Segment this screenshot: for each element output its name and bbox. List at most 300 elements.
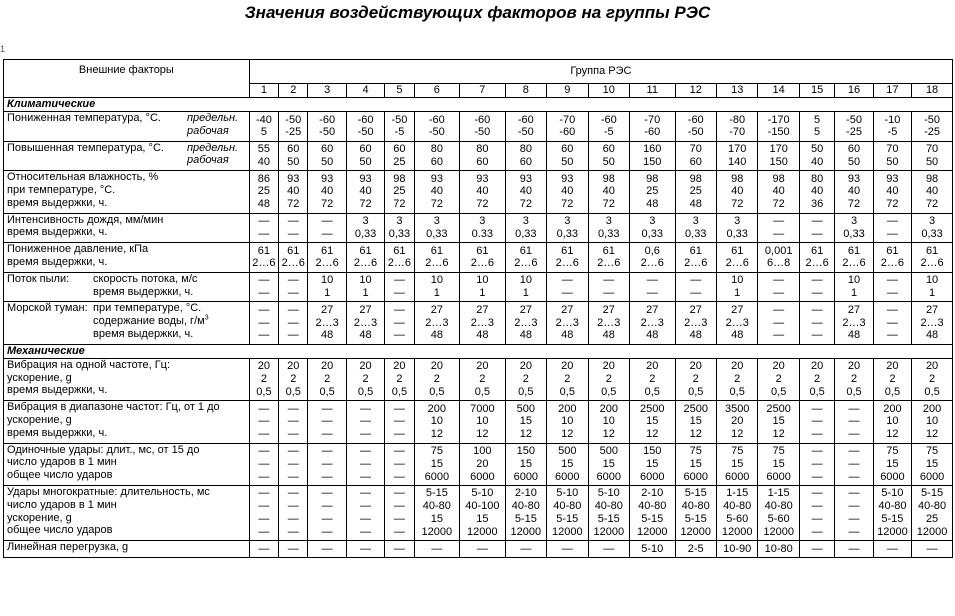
value-cell — [835, 302, 873, 344]
cell-value: — — [848, 487, 860, 500]
group-number-cell: 5 — [385, 84, 414, 98]
cell-value: 72 — [731, 198, 744, 211]
value-cell — [460, 358, 506, 400]
value-cell — [675, 171, 716, 213]
cell-value: 10 — [925, 415, 939, 428]
cell-value: — — [321, 457, 333, 470]
value-cell — [675, 401, 716, 443]
cell-value: 0,5 — [601, 385, 617, 398]
cell-value: 27 — [519, 303, 532, 316]
value-cell — [460, 485, 506, 540]
cell-value: 40-100 — [465, 500, 500, 513]
factor-label-cell — [4, 141, 250, 171]
factor-label-line — [7, 142, 248, 155]
factor-label-line — [7, 243, 248, 256]
value-cell — [308, 272, 346, 302]
cell-value: 1 — [929, 287, 936, 300]
value-cell — [460, 302, 506, 344]
cell-value: — — [321, 402, 333, 415]
cell-value: — — [321, 513, 333, 526]
value-cell — [346, 141, 384, 171]
cell-value: 27 — [476, 303, 489, 316]
cell-value: 72 — [772, 198, 785, 211]
cell-value: — — [258, 457, 270, 470]
cell-value: 10 — [321, 274, 334, 287]
table-row — [4, 541, 953, 558]
group-number-cell: 2 — [279, 84, 308, 98]
group-number-cell: 6 — [414, 84, 460, 98]
value-cell — [414, 112, 460, 142]
cell-value: 27 — [731, 303, 744, 316]
value-cell — [799, 541, 834, 558]
value-cell — [249, 171, 278, 213]
value-cell — [716, 541, 757, 558]
value-cell — [835, 401, 873, 443]
cell-value: 27 — [561, 303, 574, 316]
value-cell — [414, 541, 460, 558]
cell-value: 93 — [476, 172, 489, 185]
cell-value: 0,5 — [771, 385, 787, 398]
cell-value: 10-80 — [764, 542, 793, 555]
value-cell — [346, 443, 384, 485]
factor-label-text: Удары многократные: длительность, мс — [7, 485, 210, 498]
cell-value: 72 — [925, 198, 939, 211]
value-cell — [799, 141, 834, 171]
cell-value: 40 — [321, 185, 334, 198]
factor-label-line — [7, 197, 248, 210]
cell-value: 0,001 — [764, 244, 793, 257]
factor-label-text: Интенсивность дождя, мм/мин — [7, 213, 164, 226]
value-cell — [588, 443, 629, 485]
value-cell — [716, 243, 757, 273]
factor-label-text: Вибрация в диапазоне частот: Гц, от 1 до — [7, 401, 220, 414]
cell-value: — — [561, 542, 573, 555]
cell-value: 170 — [769, 143, 788, 156]
cell-value: 27 — [847, 303, 861, 316]
cell-value: 3 — [396, 215, 403, 228]
cell-value: — — [360, 470, 372, 483]
cell-value: 40 — [810, 155, 824, 168]
value-cell — [346, 485, 384, 540]
value-cell — [873, 302, 911, 344]
cell-value: 0,5 — [319, 385, 335, 398]
value-cell — [758, 171, 799, 213]
value-cell — [912, 541, 953, 558]
cell-value: 5 — [814, 113, 821, 126]
cell-value: 20 — [393, 360, 406, 373]
value-cell — [716, 443, 757, 485]
cell-value: — — [360, 500, 372, 513]
cell-value: 98 — [602, 172, 615, 185]
cell-value: 50 — [925, 155, 939, 168]
cell-value: — — [287, 525, 299, 538]
cell-value: — — [360, 428, 372, 441]
cell-value: 2…6 — [514, 257, 538, 270]
cell-value: 40 — [359, 185, 372, 198]
value-cell — [716, 401, 757, 443]
factor-label-line — [7, 286, 248, 299]
cell-value: — — [886, 287, 898, 300]
value-cell — [460, 112, 506, 142]
factor-label-cell — [4, 272, 250, 302]
cell-value: -60 — [644, 126, 661, 139]
value-cell — [547, 302, 588, 344]
cell-value: 6000 — [919, 470, 945, 483]
cell-value: — — [321, 445, 333, 458]
cell-value: — — [287, 487, 299, 500]
cell-value: 61 — [602, 244, 615, 257]
cell-value: 2 — [324, 373, 331, 386]
cell-value: — — [393, 445, 405, 458]
value-cell — [716, 112, 757, 142]
cell-value: 0,33 — [598, 227, 620, 240]
cell-value: — — [258, 445, 270, 458]
group-number-cell: 7 — [460, 84, 506, 98]
cell-value: — — [287, 542, 299, 555]
cell-value: 2 — [290, 373, 297, 386]
cell-value: -80 — [729, 113, 746, 126]
cell-value: 3 — [850, 215, 858, 228]
value-cell — [588, 541, 629, 558]
value-cell — [249, 401, 278, 443]
cell-value: — — [360, 402, 372, 415]
cell-value: — — [773, 329, 785, 342]
cell-value: -60 — [319, 113, 336, 126]
cell-value: — — [811, 329, 823, 342]
value-cell — [385, 541, 414, 558]
cell-value: 6000 — [513, 470, 539, 483]
cell-value: — — [287, 457, 299, 470]
cell-value: — — [848, 415, 860, 428]
value-cell — [308, 213, 346, 243]
cell-value: 15 — [646, 415, 659, 428]
value-cell — [385, 485, 414, 540]
factor-parameter-text: время выдержки, ч. — [93, 285, 194, 298]
value-cell — [249, 272, 278, 302]
cell-value: — — [811, 542, 823, 555]
cell-value: 150 — [643, 155, 662, 168]
cell-value: — — [258, 487, 270, 500]
cell-value: — — [393, 470, 405, 483]
cell-value: 72 — [287, 198, 300, 211]
cell-value: 2…6 — [640, 257, 664, 270]
value-cell — [308, 401, 346, 443]
cell-value: 2-5 — [687, 542, 704, 555]
cell-value: -50 — [687, 126, 704, 139]
group-number-cell: 11 — [630, 84, 676, 98]
cell-value: 50 — [287, 155, 300, 168]
value-cell — [460, 141, 506, 171]
cell-value: 2 — [479, 373, 486, 386]
cell-value: — — [811, 457, 823, 470]
cell-value: 61 — [886, 244, 899, 257]
cell-value: 15 — [430, 513, 443, 526]
value-cell — [835, 358, 873, 400]
cell-value: 1 — [522, 287, 529, 300]
cell-value: 72 — [561, 198, 574, 211]
cell-value: — — [520, 542, 532, 555]
cell-value: 61 — [257, 244, 271, 257]
cell-value: 27 — [646, 303, 659, 316]
value-cell — [414, 485, 460, 540]
value-cell — [414, 358, 460, 400]
cell-value: 5-60 — [767, 513, 790, 526]
cell-value: 3 — [649, 215, 656, 228]
cell-value: 25 — [689, 185, 702, 198]
cell-value: — — [476, 542, 488, 555]
value-cell — [308, 171, 346, 213]
factor-parameter-text: время выдержки, ч. — [93, 327, 194, 340]
cell-value: 3 — [433, 215, 440, 228]
cell-value: 40 — [561, 185, 574, 198]
factor-label-line — [7, 469, 248, 482]
factor-label-line — [7, 112, 248, 125]
cell-value: 93 — [847, 172, 861, 185]
factor-parameter-wrap — [93, 315, 209, 328]
value-cell — [505, 358, 546, 400]
cell-value: -50 — [517, 126, 534, 139]
cell-value: -25 — [924, 126, 941, 139]
factor-label-line — [7, 315, 248, 328]
cell-value: — — [393, 274, 405, 287]
value-cell — [547, 272, 588, 302]
cell-value: 2…3 — [597, 316, 621, 329]
table-row — [4, 213, 953, 243]
cell-value: 61 — [287, 244, 300, 257]
value-cell — [630, 141, 676, 171]
cell-value: 40-80 — [594, 500, 623, 513]
cell-value: 10 — [519, 274, 532, 287]
cell-value: — — [258, 513, 270, 526]
cell-value: 6000 — [596, 470, 621, 483]
group-number-cell: 3 — [308, 84, 346, 98]
cell-value: 25 — [393, 185, 406, 198]
value-cell — [547, 141, 588, 171]
cell-value: 48 — [689, 329, 702, 342]
cell-value: 40 — [287, 185, 300, 198]
cell-value: — — [258, 415, 270, 428]
cell-value: — — [393, 316, 405, 329]
value-cell — [279, 443, 308, 485]
cell-value: 6000 — [640, 470, 665, 483]
cell-value: 10 — [561, 415, 574, 428]
value-cell — [505, 541, 546, 558]
cell-value: 2…3 — [353, 316, 378, 329]
cell-value: 3 — [692, 215, 699, 228]
cell-value: 150 — [769, 155, 788, 168]
factor-label-line — [7, 444, 248, 457]
cell-value: 40 — [886, 185, 899, 198]
cell-value: — — [811, 513, 823, 526]
factor-parameter-text: содержание воды, г/м — [93, 315, 205, 328]
cell-value: 12 — [886, 428, 899, 441]
value-cell — [630, 401, 676, 443]
group-number-cell: 8 — [505, 84, 546, 98]
cell-value: 12000 — [721, 525, 753, 538]
cell-value: 5-15 — [425, 487, 448, 500]
cell-value: -60 — [428, 113, 445, 126]
group-number-cell: 1 — [249, 84, 278, 98]
cell-value: 5-15 — [641, 513, 664, 526]
cell-value: 15 — [772, 415, 785, 428]
cell-value: 0,33 — [354, 227, 377, 240]
cell-value: 2 — [929, 373, 936, 386]
cell-value: 2…6 — [353, 257, 378, 270]
cell-value: 40-80 — [878, 500, 907, 513]
cell-value: 50 — [886, 155, 899, 168]
cell-value: 70 — [689, 143, 702, 156]
table-row — [4, 401, 953, 443]
cell-value: -25 — [285, 126, 302, 139]
cell-value: — — [848, 525, 860, 538]
cell-value: 2…3 — [640, 316, 664, 329]
factor-mode-label: рабочая — [187, 124, 229, 137]
cell-value: — — [811, 470, 823, 483]
cell-value: 40 — [430, 185, 443, 198]
table-row — [4, 272, 953, 302]
factor-label-cell — [4, 213, 250, 243]
cell-value: 1 — [479, 287, 486, 300]
cell-value: 5-15 — [881, 513, 904, 526]
cell-value: 1 — [433, 287, 440, 300]
cell-value: 2…6 — [842, 257, 866, 270]
cell-value: -10 — [884, 113, 901, 126]
cell-value: 40-80 — [918, 500, 947, 513]
cell-value: 20 — [430, 360, 443, 373]
value-cell — [308, 541, 346, 558]
factor-label-text: при температуре, °С. — [7, 183, 116, 196]
value-cell — [912, 358, 953, 400]
value-cell — [675, 443, 716, 485]
value-cell — [799, 112, 834, 142]
cell-value: 2…3 — [315, 316, 339, 329]
value-cell — [346, 171, 384, 213]
cell-value: 200 — [922, 402, 942, 415]
cell-value: -50 — [846, 113, 862, 126]
cell-value: 2…6 — [597, 257, 621, 270]
value-cell — [505, 213, 546, 243]
value-cell — [675, 213, 716, 243]
value-cell — [630, 213, 676, 243]
table-row — [4, 358, 953, 400]
cell-value: 2 — [522, 373, 529, 386]
cell-value: 72 — [393, 198, 406, 211]
factor-label-cell — [4, 541, 250, 558]
value-cell — [547, 213, 588, 243]
value-cell — [547, 541, 588, 558]
cell-value: — — [393, 303, 405, 316]
factor-label-line — [7, 273, 248, 286]
cell-value: 15 — [602, 457, 615, 470]
cell-value: — — [848, 470, 860, 483]
cell-value: -50 — [924, 113, 941, 126]
value-cell — [279, 141, 308, 171]
cell-value: 50 — [847, 155, 861, 168]
cell-value: — — [393, 457, 405, 470]
cell-value: 2…6 — [805, 257, 829, 270]
value-cell — [630, 272, 676, 302]
value-cell — [835, 141, 873, 171]
value-cell — [675, 112, 716, 142]
value-cell — [279, 358, 308, 400]
cell-value: 10 — [847, 274, 861, 287]
value-cell — [799, 302, 834, 344]
value-cell — [588, 213, 629, 243]
cell-value: -5 — [394, 126, 405, 139]
page-title: Значения воздействующих факторов на группы РЭС — [244, 3, 711, 22]
factor-label-line — [7, 456, 248, 469]
cell-value: 98 — [646, 172, 659, 185]
factor-label-text: Повышенная температура, °С. — [7, 141, 164, 154]
cell-value: 6000 — [766, 470, 791, 483]
cell-value: 93 — [886, 172, 899, 185]
cell-value: — — [690, 274, 702, 287]
cell-value: — — [811, 303, 823, 316]
factor-label-text: Пониженное давление, кПа — [7, 243, 149, 256]
value-cell — [505, 243, 546, 273]
cell-value: — — [886, 227, 898, 240]
value-cell — [279, 272, 308, 302]
value-cell — [385, 213, 414, 243]
value-cell — [799, 443, 834, 485]
cell-value: — — [321, 500, 333, 513]
cell-value: 20 — [731, 360, 744, 373]
cell-value: 3 — [605, 215, 612, 228]
value-cell — [588, 272, 629, 302]
cell-value: 61 — [925, 244, 939, 257]
factor-label-line — [7, 171, 248, 184]
cell-value: -50 — [357, 126, 374, 139]
cell-value: 0,5 — [474, 385, 490, 398]
cell-value: 20 — [689, 360, 702, 373]
factor-label-text: Морской туман: — [7, 302, 88, 315]
table-row — [4, 243, 953, 273]
cell-value: — — [287, 303, 299, 316]
cell-value: — — [287, 415, 299, 428]
value-cell — [799, 485, 834, 540]
cell-value: 0,5 — [884, 385, 901, 398]
cell-value: 20 — [321, 360, 334, 373]
page-corner-mark: 1 — [0, 44, 6, 54]
cell-value: 60 — [287, 143, 300, 156]
value-cell — [588, 141, 629, 171]
cell-value: 2…6 — [725, 257, 749, 270]
cell-value: 70 — [925, 143, 939, 156]
cell-value: 0,5 — [729, 385, 745, 398]
cell-value: — — [258, 329, 270, 342]
cell-value: — — [393, 513, 405, 526]
cell-value: 25 — [393, 155, 406, 168]
cell-value: — — [287, 428, 299, 441]
value-cell — [630, 358, 676, 400]
cell-value: 60 — [519, 155, 532, 168]
cell-value: 2 — [564, 373, 571, 386]
value-cell — [675, 243, 716, 273]
cell-value: 5-10 — [597, 487, 620, 500]
cell-value: 15 — [689, 457, 702, 470]
cell-value: — — [287, 500, 299, 513]
value-cell — [835, 171, 873, 213]
cell-value: 20 — [359, 360, 372, 373]
cell-value: -60 — [687, 113, 704, 126]
cell-value: — — [258, 402, 270, 415]
cell-value: — — [258, 215, 270, 228]
cell-value: 10 — [886, 415, 899, 428]
cell-value: — — [848, 500, 860, 513]
cell-value: 12000 — [636, 525, 668, 538]
cell-value: 5-10 — [881, 487, 904, 500]
cell-value: 5-10 — [556, 487, 579, 500]
